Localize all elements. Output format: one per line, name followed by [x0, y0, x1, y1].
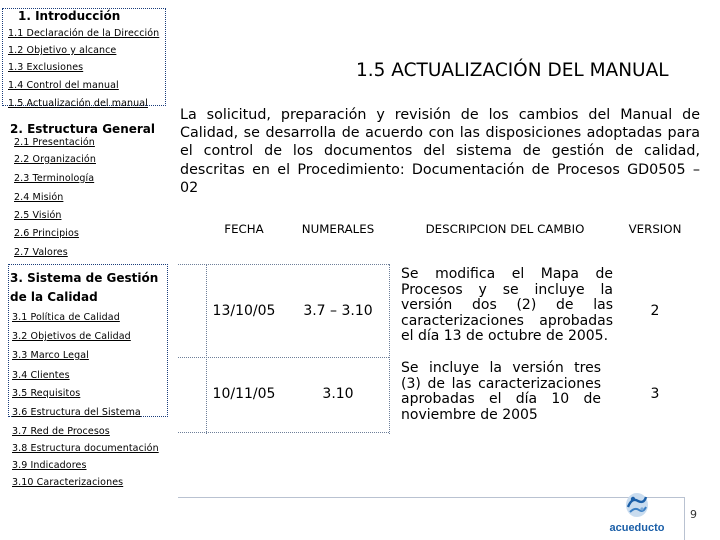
table-rule-h3 [178, 432, 389, 433]
nav-item-3-2[interactable]: 3.2 Objetivos de Calidad [12, 331, 131, 342]
row2-numerales: 3.10 [322, 386, 354, 402]
nav-item-2-7[interactable]: 2.7 Valores [14, 247, 68, 258]
row1-numerales: 3.7 – 3.10 [303, 303, 373, 319]
left-navigation [0, 0, 170, 540]
nav-section-2-title[interactable]: 2. Estructura General [10, 122, 156, 136]
nav-item-2-6[interactable]: 2.6 Principios [14, 228, 79, 239]
nav-item-2-4[interactable]: 2.4 Misión [14, 192, 64, 203]
nav-item-3-1[interactable]: 3.1 Política de Calidad [12, 312, 120, 323]
nav-item-3-3[interactable]: 3.3 Marco Legal [12, 350, 89, 361]
nav-section-3-title-line2[interactable]: de la Calidad [10, 290, 98, 304]
nav-section-3-title-line1[interactable]: 3. Sistema de Gestión [10, 271, 159, 285]
nav-item-1-3[interactable]: 1.3 Exclusiones [8, 62, 84, 73]
nav-item-3-5[interactable]: 3.5 Requisitos [12, 388, 81, 399]
header-fecha: FECHA [224, 222, 264, 236]
footer-page-separator [684, 497, 685, 540]
nav-item-3-8[interactable]: 3.8 Estructura documentación [12, 443, 159, 454]
nav-item-1-5[interactable]: 1.5 Actualización del manual [8, 98, 148, 109]
table-rule-h2 [178, 357, 389, 358]
row2-fecha: 10/11/05 [212, 386, 276, 402]
header-numerales: NUMERALES [301, 222, 375, 236]
nav-item-3-9[interactable]: 3.9 Indicadores [12, 460, 87, 471]
nav-item-3-6[interactable]: 3.6 Estructura del Sistema [12, 407, 141, 418]
nav-item-2-5[interactable]: 2.5 Visión [14, 210, 62, 221]
nav-item-1-4[interactable]: 1.4 Control del manual [8, 80, 119, 91]
intro-paragraph: La solicitud, preparación y revisión de los cambios del Manual de Calidad, se desarrolla de acuerdo con las disposiciones adoptadas para el control de los documentos del sistema de gestión de calidad, descritas en el Procedimiento: Documentación de Procesos GD0505 – 02 [180, 107, 700, 196]
header-descripcion: DESCRIPCION DEL CAMBIO [425, 222, 585, 236]
nav-item-1-2[interactable]: 1.2 Objetivo y alcance [8, 45, 117, 56]
row1-descripcion: Se modifica el Mapa de Procesos y se incluye la versión dos (2) de las caracterizaciones aprobadas el día 13 de octubre de 2005. [401, 266, 613, 344]
nav-item-3-10[interactable]: 3.10 Caracterizaciones [12, 477, 124, 488]
table-rule-h1 [178, 264, 389, 265]
nav-section-1-title[interactable]: 1. Introducción [18, 9, 121, 23]
nav-item-3-7[interactable]: 3.7 Red de Procesos [12, 426, 110, 437]
row2-descripcion: Se incluye la versión tres (3) de las caracterizaciones aprobadas el día 10 de noviembre de 2005 [401, 360, 601, 423]
logo-text: acueducto [609, 522, 665, 534]
nav-item-3-4[interactable]: 3.4 Clientes [12, 370, 70, 381]
nav-item-2-3[interactable]: 2.3 Terminología [14, 173, 95, 184]
row2-version: 3 [650, 386, 660, 402]
header-version: VERSION [628, 222, 682, 236]
nav-item-2-1[interactable]: 2.1 Presentación [14, 137, 95, 148]
nav-item-2-2[interactable]: 2.2 Organización [14, 154, 96, 165]
table-rule-v2 [389, 264, 390, 434]
page-number: 9 [690, 508, 697, 521]
row1-fecha: 13/10/05 [212, 303, 276, 319]
nav-item-1-1[interactable]: 1.1 Declaración de la Dirección [8, 28, 160, 39]
table-rule-v1 [206, 264, 207, 434]
page-title: 1.5 ACTUALIZACIÓN DEL MANUAL [356, 60, 669, 81]
row1-version: 2 [650, 303, 660, 319]
